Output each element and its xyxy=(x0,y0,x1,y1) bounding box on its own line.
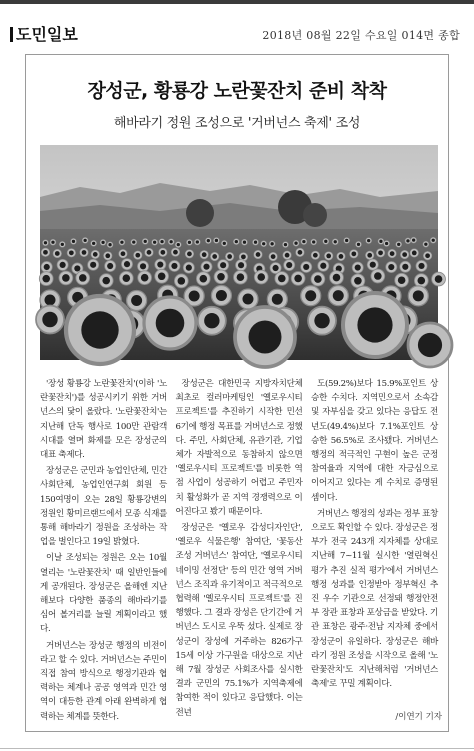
article-column-1 xyxy=(40,377,167,722)
sunflower-shape xyxy=(396,241,402,247)
sunflower-shape xyxy=(196,272,210,286)
sunflower-shape xyxy=(282,242,288,248)
sunflower-shape xyxy=(238,289,258,309)
sunflower-shape xyxy=(201,261,212,272)
sunflower-shape xyxy=(121,259,132,270)
sunflower-shape xyxy=(371,269,385,283)
sunflower-shape xyxy=(76,271,90,285)
sunflower-shape xyxy=(205,238,211,244)
sunflower-shape xyxy=(80,248,89,257)
sunflower-shape xyxy=(210,252,219,261)
sunflower-shape xyxy=(59,271,73,285)
sunflower-shape xyxy=(39,272,53,286)
sunflower-shape xyxy=(99,274,113,288)
sunflower-shape xyxy=(234,270,248,284)
sunflower-shape xyxy=(376,249,385,258)
sunflower-shape xyxy=(378,238,384,244)
sunflower-shape xyxy=(159,239,165,245)
sunflower-shape xyxy=(254,250,263,259)
sunflower-shape xyxy=(430,237,436,243)
sunflower-shape xyxy=(127,290,147,310)
sunflower-shape xyxy=(416,260,427,271)
sunflower-shape xyxy=(53,249,62,258)
sunflower-shape xyxy=(200,250,209,259)
sunflower-shape xyxy=(194,239,200,245)
sunflower-shape xyxy=(291,272,305,286)
sunflower-shape xyxy=(355,241,361,247)
masthead-bar-icon xyxy=(10,27,13,42)
sunflower-shape xyxy=(137,261,148,272)
article-headline: 장성군, 황룡강 노란꽃잔치 준비 착착 xyxy=(87,80,387,102)
sunflower-shape xyxy=(198,307,226,335)
sunflower-shape xyxy=(42,240,48,246)
sunflower-shape xyxy=(107,242,113,248)
sunflower-shape xyxy=(423,241,429,247)
sunflower-shape xyxy=(337,252,346,261)
masthead-name: 도민일보 xyxy=(16,25,78,44)
sunflower-shape xyxy=(408,286,428,306)
sunflower-shape xyxy=(283,251,292,260)
sunflower-shape xyxy=(410,249,419,258)
sunflower-shape xyxy=(365,251,374,260)
sunflower-shape xyxy=(366,238,372,244)
sunflower-shape xyxy=(171,248,180,257)
sunflower-shape xyxy=(284,259,295,270)
sunflower-field-photo xyxy=(40,145,438,360)
sunflower-shape xyxy=(186,239,192,245)
sunflower-shape xyxy=(411,237,417,243)
sunflower-shape xyxy=(241,239,247,245)
sunflower-shape xyxy=(41,261,52,272)
sunflower-shape xyxy=(138,271,152,285)
article-paragraph: 장성군은 대한민국 지방자치단체 최초로 컬러마케팅인 '옐로우시티 프로젝트'를 추진하기 시작한 민선 6기에 행정 목표를 거버넌스로 정했다. 주민, 사회단체, 유관기관, 기업체가 자발적으로 동참하지 않으면 '옐로우시티 프로젝트'를 비롯한 역점 사업이 성공하기 어렵고 주민자치 활성화가 곧 지역 경쟁력으로 이어진다고 봤기 때문이다. xyxy=(175,379,303,517)
sunflower-shape xyxy=(221,240,227,246)
sunflower-shape xyxy=(400,261,411,272)
sunflower-shape xyxy=(233,239,239,245)
sunflower-shape xyxy=(261,241,267,247)
issue-dateline: 2018년 08월 22일 수요일 014면 종합 xyxy=(262,29,460,42)
sunflower-shape xyxy=(67,249,76,258)
sunflower-shape xyxy=(133,251,142,260)
sunflower-shape xyxy=(155,269,169,283)
sunflower-shape xyxy=(252,239,258,245)
article-paragraph: '장성 황룡강 노란꽃잔치'(이하 '노란꽃잔치')를 성공시키기 위한 거버넌스의 닻이 올랐다. '노란꽃잔치'는 지난해 단독 행사로 100만 관람객 시대를 열며 화제를 모은 장성군의 대표 축제다. xyxy=(40,379,167,461)
sunflower-shape xyxy=(103,251,112,260)
sunflower-shape xyxy=(59,241,65,247)
sunflower-shape xyxy=(159,248,168,257)
article-subheadline: 해바라기 정원 조성으로 '거버넌스 축제' 조성 xyxy=(113,116,361,131)
sunflower-shape xyxy=(269,252,278,261)
sunflower-shape xyxy=(318,260,329,271)
article-column-3 xyxy=(311,377,438,697)
sunflower-shape xyxy=(328,286,348,306)
sunflower-shape xyxy=(185,250,194,259)
article-paragraph: 거버넌스는 장성군 행정의 비전이라고 할 수 있다. 거버넌스는 주민이 직접 참여 방식으로 행정기관과 협력하는 체계나 공공 영역과 민간 영역이 대등한 관계 아래 완벽하게 협력하는 체계를 뜻한다. xyxy=(40,640,167,722)
sunflower-shape xyxy=(66,296,134,364)
sunflower-shape xyxy=(144,297,196,349)
newspaper-masthead xyxy=(10,22,78,45)
sunflower-shape xyxy=(70,238,76,244)
sunflower-shape xyxy=(235,307,295,367)
sunflower-shape xyxy=(384,241,390,247)
article-column-2 xyxy=(175,377,303,718)
sunflower-shape xyxy=(235,260,246,271)
article-paragraph: 이날 조성되는 정원은 오는 10월 열리는 '노란꽃잔치' 때 일반인들에게 공개된다. 장성군은 올해엔 지난해보다 다양한 품종의 해바라기를 심어 볼거리를 늘릴 계획이라고 했다. xyxy=(40,553,167,635)
sunflower-shape xyxy=(119,239,125,245)
sunflower-shape xyxy=(218,260,229,271)
sunflower-shape xyxy=(408,323,452,367)
sunflower-shape xyxy=(41,248,50,257)
article-paragraph: 도(59.2%)보다 15.9%포인트 상승한 수치다. 지역민으로서 소속감 및 자부심을 갖고 있다는 응답도 전년도(49.4%)보다 7.1%포인트 상승한 56.5%로 조사됐다. 거버넌스 행정의 적극적인 구현이 높은 군정 참여율과 지역에 대한 자긍심으로 이어지고 있다는 게 수치로 증명된 셈이다. xyxy=(311,379,438,503)
sunflower-shape xyxy=(296,248,305,257)
sunflower-shape xyxy=(311,272,325,286)
top-strip xyxy=(0,0,474,4)
sunflower-shape xyxy=(350,250,359,259)
article-paragraph: 거버넌스 행정의 성과는 정부 표창으로도 확인할 수 있다. 장성군은 정부가 전국 243개 지자체를 상대로 지난해 7~11월 실시한 '열린혁신 평가 추진 실적 평가'에서 거버넌스 행정 성과를 인정받아 정부혁신 추진 우수 기관으로 선정돼 행정안전부 장관 표창과 포상금을 받았다. 기관 표창은 광주·전남 지자체 중에서 장성군이 유일하다. 장성군은 해바라기 정원 조성을 시작으로 올해 '노란꽃잔치'도 지난해처럼 '거버넌스 축제'로 꾸밀 계획이다. xyxy=(311,508,438,690)
sunflower-shape xyxy=(269,241,275,247)
sunflower-shape xyxy=(131,239,137,245)
sunflower-shape xyxy=(330,271,344,285)
sunflower-shape xyxy=(214,270,228,284)
sunflower-shape xyxy=(142,238,148,244)
sunflower-shape xyxy=(168,239,174,245)
article-paragraph: 장성군은 '옐로우 감성디자인단', '옐로우 식물은행' 참여단, '꽃동산 조성 거버넌스' 참여단, '옐로우시티 네이밍 선정단' 등의 민간 영역 거버넌스 조직과 유기적이고 적극적으로 협력해 '옐로우시티 프로젝트'를 진행했다. 그 결과 장성은 단기간에 거버넌스 도시로 우뚝 섰다. 실제로 장성군이 장성에 거주하는 826가구 15세 이상 가구원을 대상으로 지난해 7월 장성군 사회조사를 실시한 결과 군민의 75.1%가 지역축제에 참여한 적이 있다고 응답했다. 이는 전년 xyxy=(175,523,303,718)
article-paragraph: 장성군은 군민과 농업인단체, 민간사회단체, 농업인연구회 회원 등 150여명이 오는 28일 황룡강변의 정원인 황미르랜드에서 모종 식재를 통해 해바라기 정원을 조성하는 작업을 벌인다고 19일 밝혔다. xyxy=(40,466,167,548)
sunflower-shape xyxy=(91,250,100,259)
sunflower-shape xyxy=(175,242,181,248)
sunflower-shape xyxy=(301,286,321,306)
sunflower-shape xyxy=(119,271,133,285)
sunflower-shape xyxy=(145,248,154,257)
sunflower-shape xyxy=(400,250,409,259)
sunflower-shape xyxy=(105,260,116,271)
sunflower-shape xyxy=(352,262,363,273)
sunflower-shape xyxy=(301,261,312,272)
sunflower-shape xyxy=(211,285,231,305)
sunflower-shape xyxy=(308,307,336,335)
sunflower-shape xyxy=(88,259,99,270)
sunflower-shape xyxy=(395,273,409,287)
sunflower-shape xyxy=(344,237,350,243)
sunflower-shape xyxy=(119,249,128,258)
sunflower-shape xyxy=(36,305,64,333)
sunflower-shape xyxy=(388,249,397,258)
sunflower-shape xyxy=(332,239,338,245)
page-bottom-rule xyxy=(0,748,474,749)
sunflower-shape xyxy=(324,252,333,261)
sunflower-shape xyxy=(100,239,106,245)
sunflower-shape xyxy=(423,251,432,260)
sunflower-shape xyxy=(311,239,317,245)
sunflower-shape xyxy=(405,238,411,244)
sunflower-shape xyxy=(82,237,88,243)
sunflower-shape xyxy=(91,240,97,246)
sunflower-shape xyxy=(225,252,234,261)
sunflower-shape xyxy=(301,239,307,245)
sunflower-shape xyxy=(57,259,68,270)
sunflower-shape xyxy=(152,239,158,245)
sunflower-shape xyxy=(213,237,219,243)
sunflower-shape xyxy=(174,274,188,288)
sunflower-shape xyxy=(343,293,407,357)
sunflower-shape xyxy=(50,239,56,245)
sunflower-shape xyxy=(323,238,329,244)
sunflower-shape xyxy=(293,240,299,246)
sunflower-shape xyxy=(311,251,320,260)
sunflower-shape xyxy=(386,261,397,272)
sunflower-shape xyxy=(275,272,289,286)
sunflower-shape xyxy=(155,259,166,270)
sunflower-shape xyxy=(367,259,378,270)
sunflower-shape xyxy=(432,272,446,286)
sunflower-shape xyxy=(254,270,268,284)
sunflower-shape xyxy=(183,262,194,273)
article-byline: /이연기 기자 xyxy=(395,712,442,722)
sunflower-shape xyxy=(169,260,180,271)
